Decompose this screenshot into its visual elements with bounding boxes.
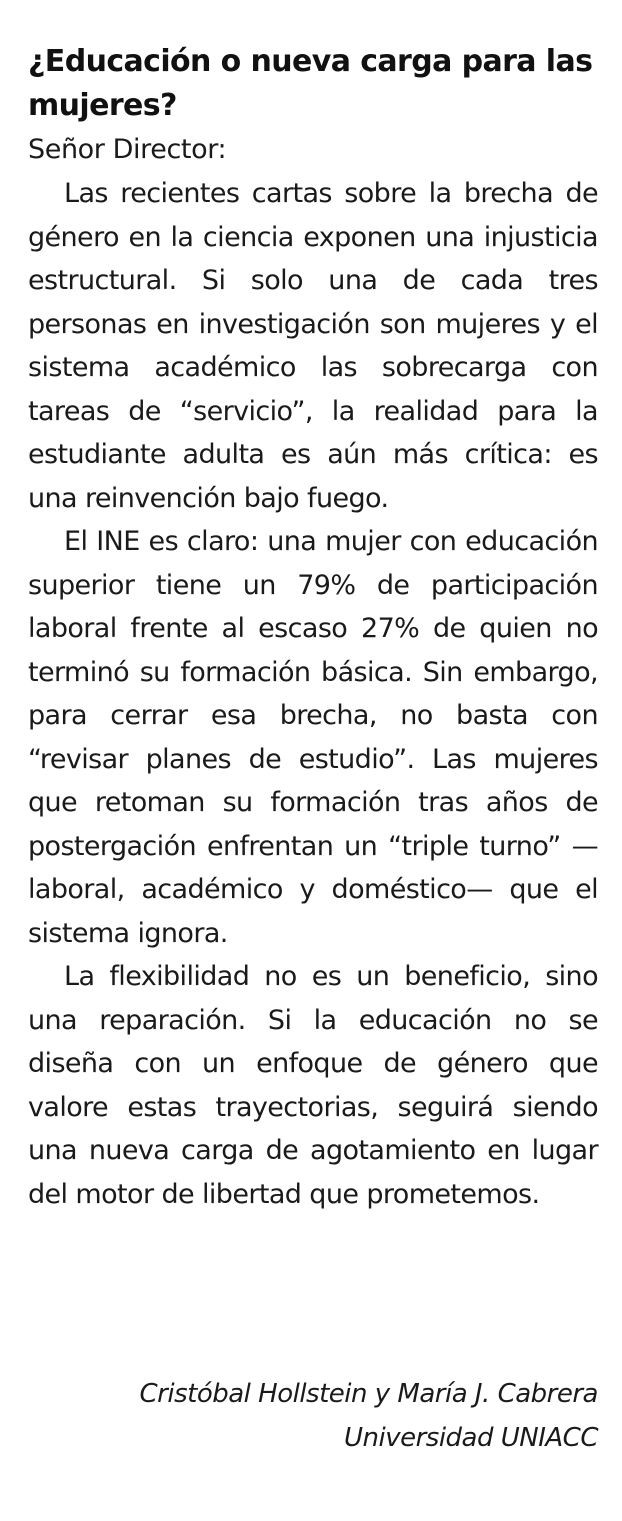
letter-paragraph-3: La flexibilidad no es un beneficio, sino una reparación. Si la educación no se diseña con un enfoque de género que valore estas trayectorias, seguirá siendo una nueva carga de agotamiento en lugar del motor de libertad que prometemos.	[28, 961, 598, 1210]
letter-paragraph-1: Las recientes cartas sobre la brecha de género en la ciencia exponen una injusticia estructural. Si solo una de cada tres personas en investigación son mujeres y el sistema académico las sobrecarga con tareas de “servicio”, la realidad para la estudiante adulta es aún más crítica: es una reinvención bajo fuego.	[28, 178, 598, 514]
letter-headline: ¿Educación o nueva carga para las mujeres?	[28, 44, 593, 123]
letter-paragraph-2: El INE es claro: una mujer con educación superior tiene un 79% de participación laboral frente al escaso 27% de quien no terminó su formación básica. Sin embargo, para cerrar esa brecha, no basta con “revisar planes de estudio”. Las mujeres que retoman su formación tras años de postergación enfrentan un “triple turno” —laboral, académico y doméstico— que el sistema ignora.	[28, 526, 598, 949]
signature-affiliation: Universidad UNIACC	[343, 1423, 598, 1453]
letter-signature	[140, 1372, 598, 1460]
letter-salutation: Señor Director:	[28, 134, 227, 165]
signature-authors: Cristóbal Hollstein y María J. Cabrera	[139, 1379, 598, 1409]
letter-to-editor	[28, 40, 598, 1216]
